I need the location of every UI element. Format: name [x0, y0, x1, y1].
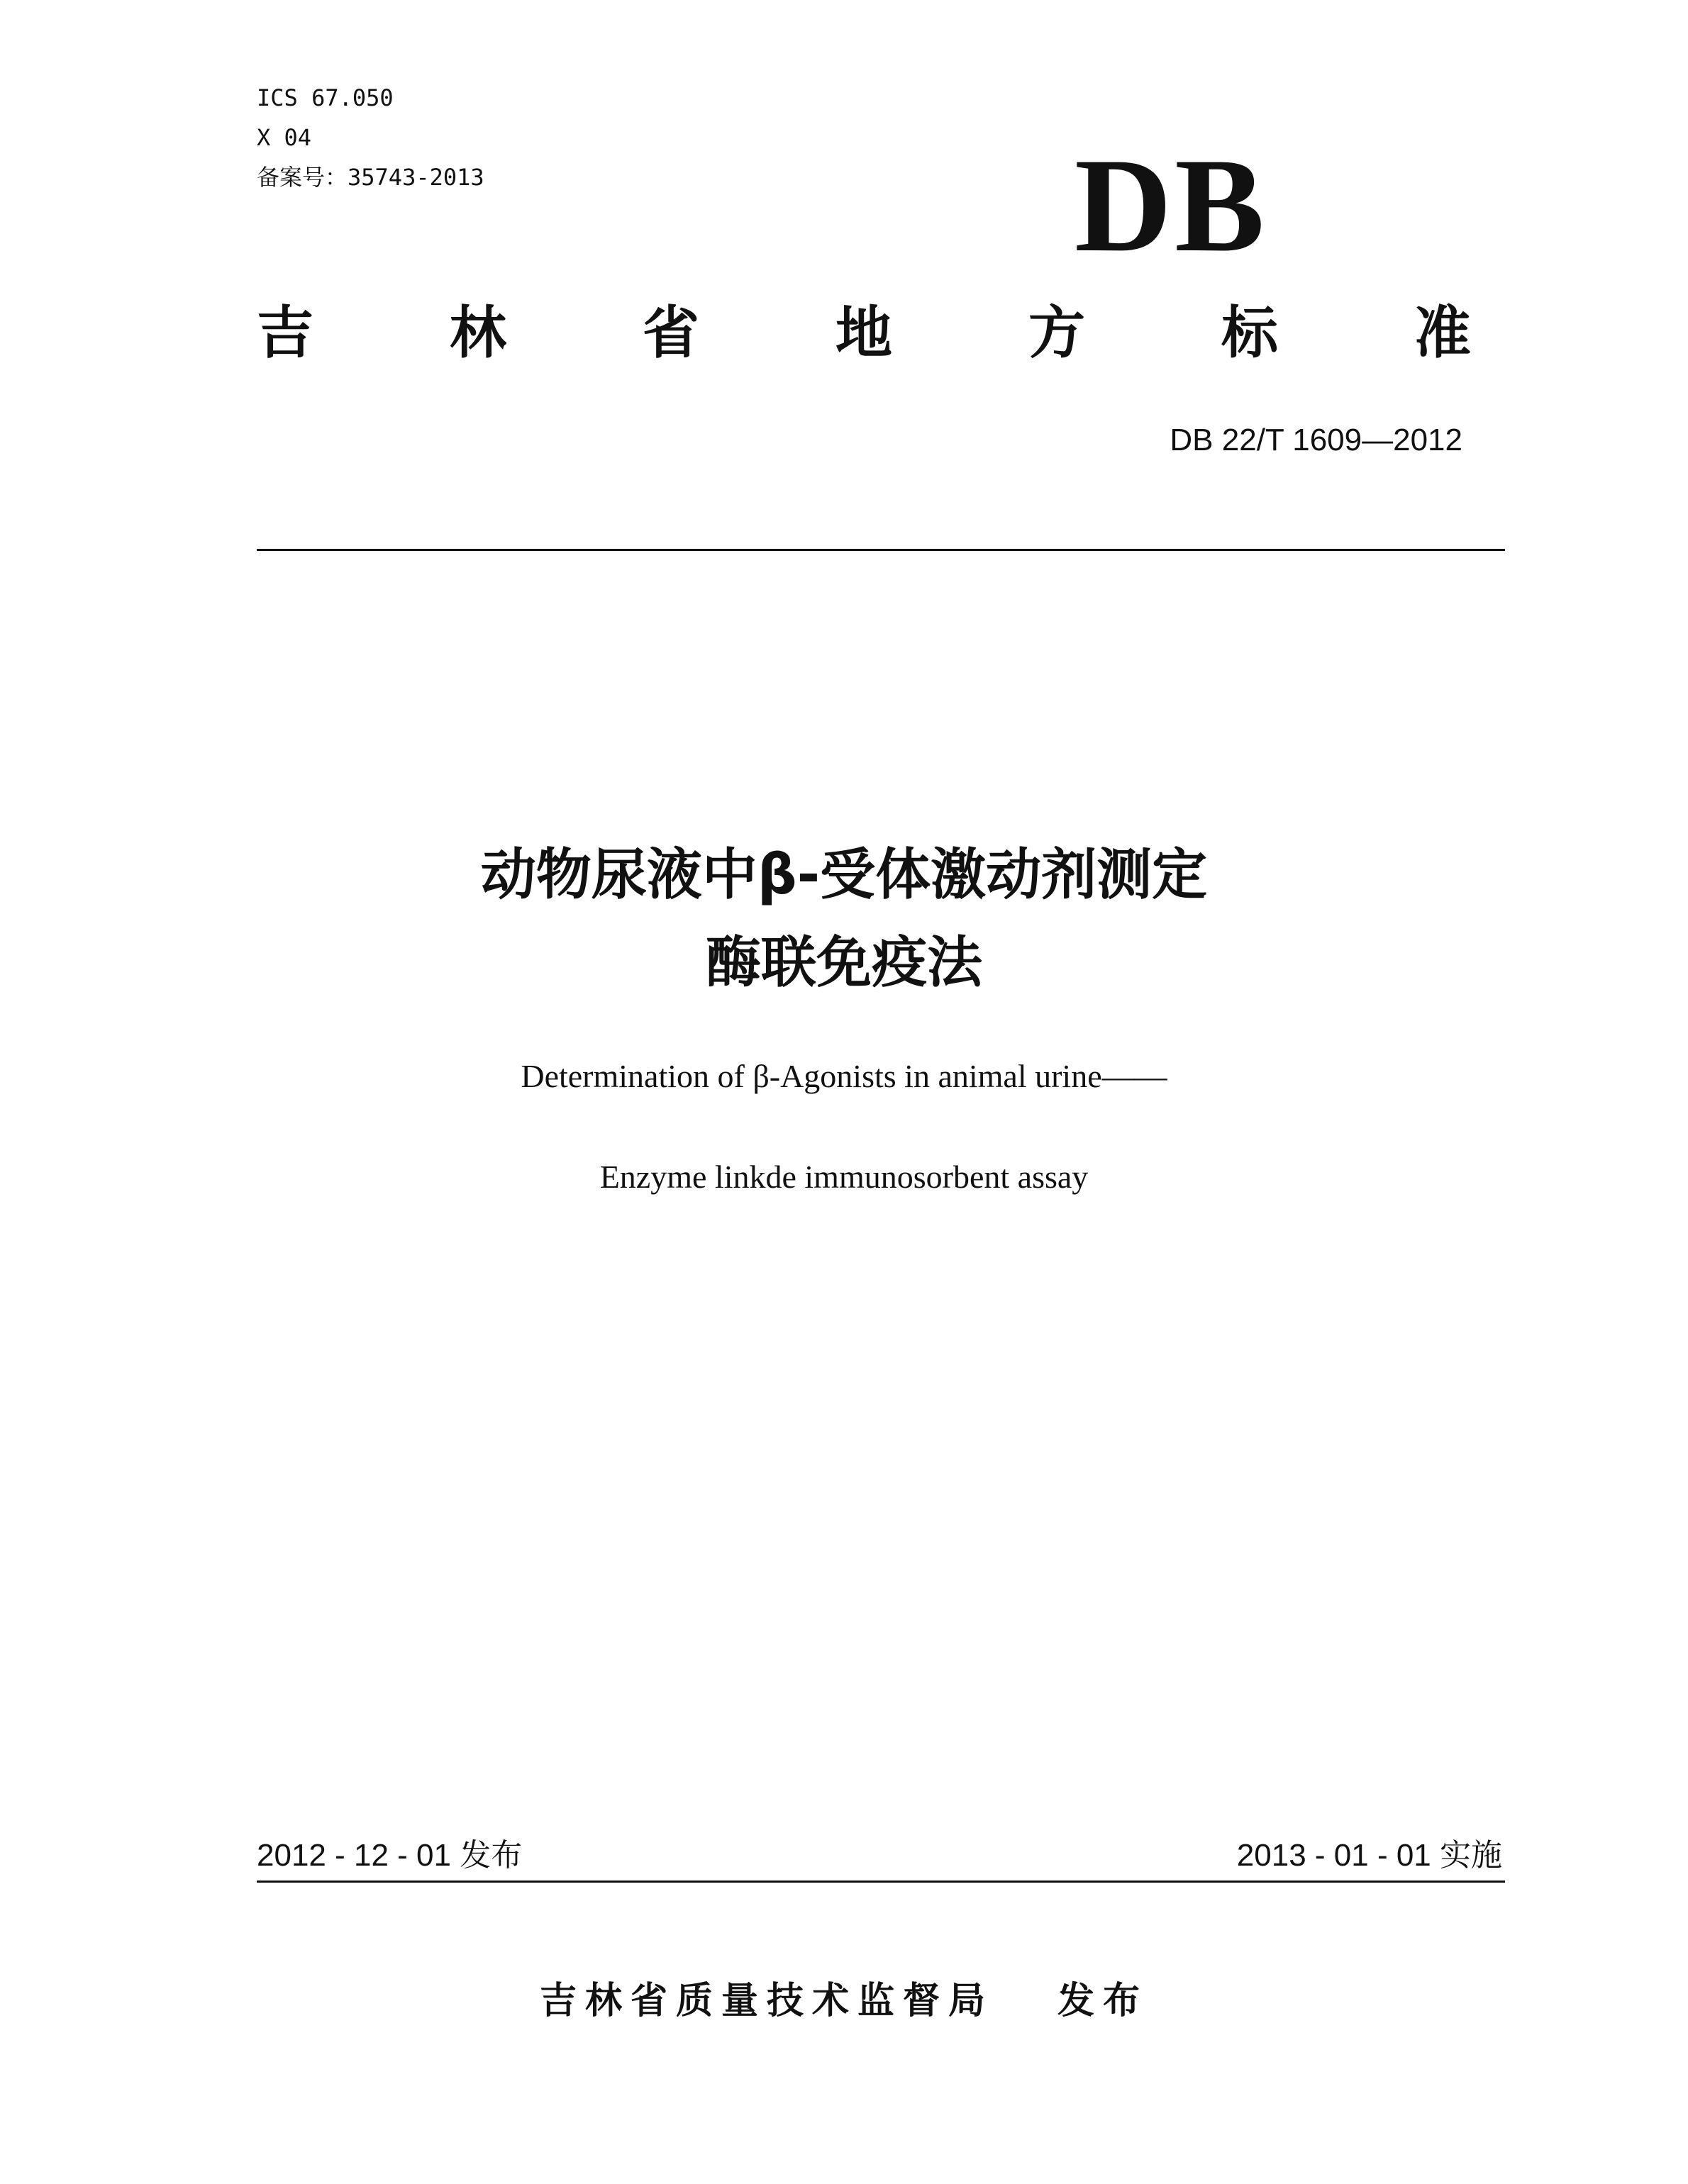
standard-type-heading — [257, 298, 1471, 369]
footer-divider — [257, 1881, 1505, 1883]
db-logo: DB — [1075, 131, 1267, 280]
header-divider — [257, 549, 1505, 551]
category-code: X 04 — [257, 124, 312, 151]
standard-type-char: 标 — [1221, 300, 1278, 366]
title-en-line1: Determination of β-Agonists in animal urine—— — [521, 1058, 1167, 1094]
publisher-line — [0, 1978, 1688, 2024]
standard-type-char: 准 — [1414, 300, 1471, 366]
issue-date: 2012 - 12 - 01 发布 — [257, 1838, 523, 1873]
title-en-line2: Enzyme linkde immunosorbent assay — [599, 1159, 1089, 1195]
standard-type-char: 吉 — [257, 300, 313, 366]
ics-code: ICS 67.050 — [257, 84, 394, 111]
standard-type-char: 地 — [835, 300, 892, 366]
title-cn-line1: 动物尿液中β-受体激动剂测定 — [480, 843, 1208, 907]
title-cn-line2: 酶联免疫法 — [705, 931, 982, 995]
publisher-name: 吉林省质量技术监督局 — [539, 1980, 994, 2022]
implementation-date: 2013 - 01 - 01 实施 — [1236, 1838, 1502, 1873]
standard-type-char: 方 — [1028, 300, 1085, 366]
standard-type-char: 林 — [450, 300, 506, 366]
standard-type-char: 省 — [643, 300, 699, 366]
record-number: 备案号：35743-2013 — [257, 164, 484, 191]
publisher-action: 发布 — [1057, 1980, 1149, 2022]
standard-number: DB 22/T 1609—2012 — [1170, 423, 1462, 457]
